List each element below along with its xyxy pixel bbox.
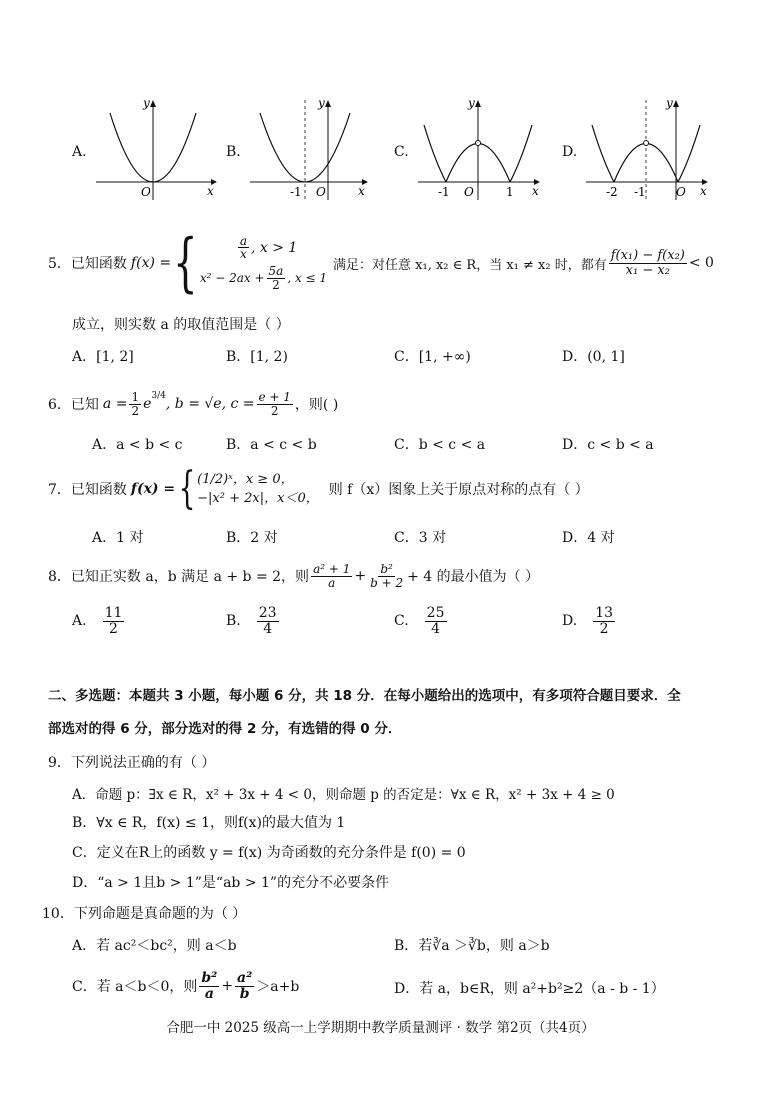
q6-e: e xyxy=(143,396,152,412)
q5-frac-den: x₁ − x₂ xyxy=(625,262,670,278)
q6-option-a[interactable]: A．a < b < c xyxy=(92,437,183,453)
q5-option-a[interactable]: A．[1, 2] xyxy=(72,349,134,365)
q9-option-c[interactable]: C．定义在R上的函数 y = f(x) 为奇函数的充分条件是 f(0) = 0 xyxy=(72,845,466,861)
graph-b-label: B. xyxy=(226,144,241,160)
section2-line1: 二、多选题：本题共 3 小题，每小题 6 分，共 18 分．在每小题给出的选项中，有多项符合题目要求．全 xyxy=(48,688,681,704)
q8-option-c-num: 25 xyxy=(426,605,445,621)
q5-post: < 0 xyxy=(688,255,714,271)
q10-c-f1-num: b² xyxy=(201,969,218,986)
q6-half-num: 1 xyxy=(131,389,140,404)
q8-option-b-label: B. xyxy=(226,613,241,630)
q10-c-post: ＞a+b xyxy=(256,979,300,995)
q5-cases xyxy=(200,235,327,291)
graph-c-tick-neg1: -1 xyxy=(438,185,450,199)
graph-c-label: C. xyxy=(394,144,409,160)
q8-option-b[interactable] xyxy=(226,606,281,636)
q10-option-a[interactable]: A．若 ac²＜bc²，则 a＜b xyxy=(72,938,237,954)
graph-c-origin: O xyxy=(464,185,474,199)
q10-option-b[interactable]: B．若∛a ＞∛b，则 a＞b xyxy=(394,938,550,954)
graph-d-tick-neg2: -2 xyxy=(606,185,618,199)
q8-f1-den: a xyxy=(328,575,336,590)
q8-option-d-num: 13 xyxy=(595,605,614,621)
graph-c-y: y xyxy=(468,96,475,110)
graph-c xyxy=(418,95,548,205)
q7-post: 则 f（x）图象上关于原点对称的点有（ ） xyxy=(328,482,589,498)
q9-option-d[interactable]: D．“a > 1且b > 1”是“ab > 1”的充分不必要条件 xyxy=(72,875,390,891)
q7-pre: 已知函数 xyxy=(70,482,127,498)
q8-option-a-den: 2 xyxy=(109,620,118,637)
q10-option-c[interactable] xyxy=(72,966,299,1006)
graph-d-label: D. xyxy=(562,144,578,160)
q8-option-a-label: A. xyxy=(72,613,87,630)
graph-a-y: y xyxy=(143,96,150,110)
graph-b-origin: O xyxy=(316,185,326,199)
graph-c-x: x xyxy=(532,184,539,198)
q8-post: + 4 的最小值为（ ） xyxy=(407,569,540,585)
graph-d-x: x xyxy=(700,184,707,198)
q5-fx: f(x) = xyxy=(130,255,172,271)
q8-pre: 已知正实数 a，b 满足 a + b = 2，则 xyxy=(70,569,310,585)
q10-c-f1-den: a xyxy=(204,985,214,1002)
q8-option-d-den: 2 xyxy=(599,620,609,637)
q6-stem xyxy=(48,384,338,424)
q6-mid: , b = √e, c = xyxy=(165,396,255,412)
q7-brace: { xyxy=(178,463,196,514)
q8-option-a[interactable] xyxy=(72,606,126,636)
q5-option-c[interactable]: C．[1, +∞) xyxy=(394,349,471,365)
q7-option-c[interactable]: C．3 对 xyxy=(394,530,447,546)
q8-option-c-label: C. xyxy=(394,613,409,630)
graph-b-x: x xyxy=(358,184,365,198)
graph-a xyxy=(96,95,221,205)
q7-stem xyxy=(48,463,589,514)
q5-option-b[interactable]: B．[1, 2) xyxy=(226,349,288,365)
q10-option-d[interactable]: D．若 a，b∈R，则 a²+b²≥2（a - b - 1） xyxy=(394,981,665,997)
graph-d-y: y xyxy=(666,96,673,110)
q7-case2: −|x² + 2x|，x＜0， xyxy=(197,491,319,506)
page-footer: 合肥一中 2025 级高一上学期期中教学质量测评 · 数学 第2页（共4页） xyxy=(166,1020,595,1036)
q8-num: 8． xyxy=(48,569,71,585)
q5-num: 5． xyxy=(48,256,71,272)
graph-b-y: y xyxy=(318,96,325,110)
q8-option-b-num: 23 xyxy=(258,605,277,621)
graph-d-origin: O xyxy=(676,185,686,199)
q7-option-a[interactable]: A．1 对 xyxy=(92,530,144,546)
graph-b xyxy=(250,95,375,205)
q8-option-c-den: 4 xyxy=(431,620,441,637)
q5-c2-den: 2 xyxy=(272,277,280,292)
q6-option-c[interactable]: C．b < c < a xyxy=(394,437,486,453)
q5-mid: 满足：对任意 x₁, x₂ ∈ R，当 x₁ ≠ x₂ 时，都有 xyxy=(333,257,607,273)
q10-c-plus: + xyxy=(221,978,234,994)
q5-option-d[interactable]: D．(0, 1] xyxy=(562,349,625,365)
graph-a-label: A. xyxy=(72,144,87,160)
graph-c-tick-1: 1 xyxy=(506,185,514,199)
q7-num: 7． xyxy=(48,482,71,498)
q8-option-d[interactable] xyxy=(562,606,617,636)
q7-option-d[interactable]: D．4 对 xyxy=(562,530,615,546)
q5-stem xyxy=(48,222,714,304)
q5-c1-num: a xyxy=(239,233,247,248)
q6-num: 6． xyxy=(48,397,71,413)
q6-c-den: 2 xyxy=(270,403,279,418)
q8-f2-num: b² xyxy=(380,561,393,576)
q7-cases xyxy=(197,470,319,509)
q5-c2-a: x² − 2ax + xyxy=(199,271,265,286)
graph-a-x: x xyxy=(207,184,214,198)
q6-exp: 3/4 xyxy=(151,391,166,401)
q6-c-num: e + 1 xyxy=(258,389,291,404)
q10-c-f2-num: a² xyxy=(237,969,253,986)
q10-stem: 10．下列命题是真命题的为（ ） xyxy=(42,906,247,922)
q8-f2-den: b + 2 xyxy=(370,575,404,590)
q7-fx: f(x) = xyxy=(130,481,176,497)
q5-pre: 已知函数 xyxy=(70,256,127,272)
q6-post: ，则( ) xyxy=(294,397,339,413)
q5-c1-den: x xyxy=(240,247,247,262)
q5-c2-num: 5a xyxy=(268,264,284,278)
graph-a-origin: O xyxy=(141,185,151,199)
q5-line2: 成立，则实数 a 的取值范围是（ ） xyxy=(72,317,290,333)
section2-line2: 部选对的得 6 分，部分选对的得 2 分，有选错的得 0 分． xyxy=(48,721,402,737)
q10-c-pre: C．若 a＜b＜0，则 xyxy=(72,979,198,995)
q8-option-c[interactable] xyxy=(394,606,449,636)
graph-d-tick-neg1: -1 xyxy=(634,185,646,199)
graph-d xyxy=(586,95,716,205)
q9-option-b[interactable]: B．∀x ∈ R，f(x) ≤ 1，则f(x)的最大值为 1 xyxy=(72,815,346,831)
q5-c2-cond: , x ≤ 1 xyxy=(287,271,328,286)
q7-case1: (1/2)ˣ，x ≥ 0， xyxy=(197,471,294,487)
q6-pre: 已知 xyxy=(70,397,99,413)
q6-half-den: 2 xyxy=(131,403,140,418)
q8-f1-num: a² + 1 xyxy=(313,561,351,576)
q9-stem: 9．下列说法正确的有（ ） xyxy=(48,755,216,771)
graph-b-tick: -1 xyxy=(290,185,302,199)
q6-a-lhs: a = xyxy=(102,396,128,412)
q5-frac-num: f(x₁) − f(x₂) xyxy=(610,247,685,263)
q8-option-a-num: 11 xyxy=(104,605,123,621)
q9-option-a[interactable]: A．命题 p：∃x ∈ R，x² + 3x + 4 < 0，则命题 p 的否定是：∀x ∈ R，x² + 3x + 4 ≥ 0 xyxy=(72,787,615,803)
q8-option-b-den: 4 xyxy=(263,620,273,637)
q8-stem xyxy=(48,556,539,596)
q5-brace: { xyxy=(173,226,198,300)
q6-option-d[interactable]: D．c < b < a xyxy=(562,437,654,453)
q8-plus: + xyxy=(354,568,367,584)
q10-c-f2-den: b xyxy=(239,985,250,1002)
q7-option-b[interactable]: B．2 对 xyxy=(226,530,278,546)
q5-c1-cond: , x > 1 xyxy=(250,239,298,256)
q6-option-b[interactable]: B．a < c < b xyxy=(226,437,317,453)
q8-option-d-label: D. xyxy=(562,613,578,630)
